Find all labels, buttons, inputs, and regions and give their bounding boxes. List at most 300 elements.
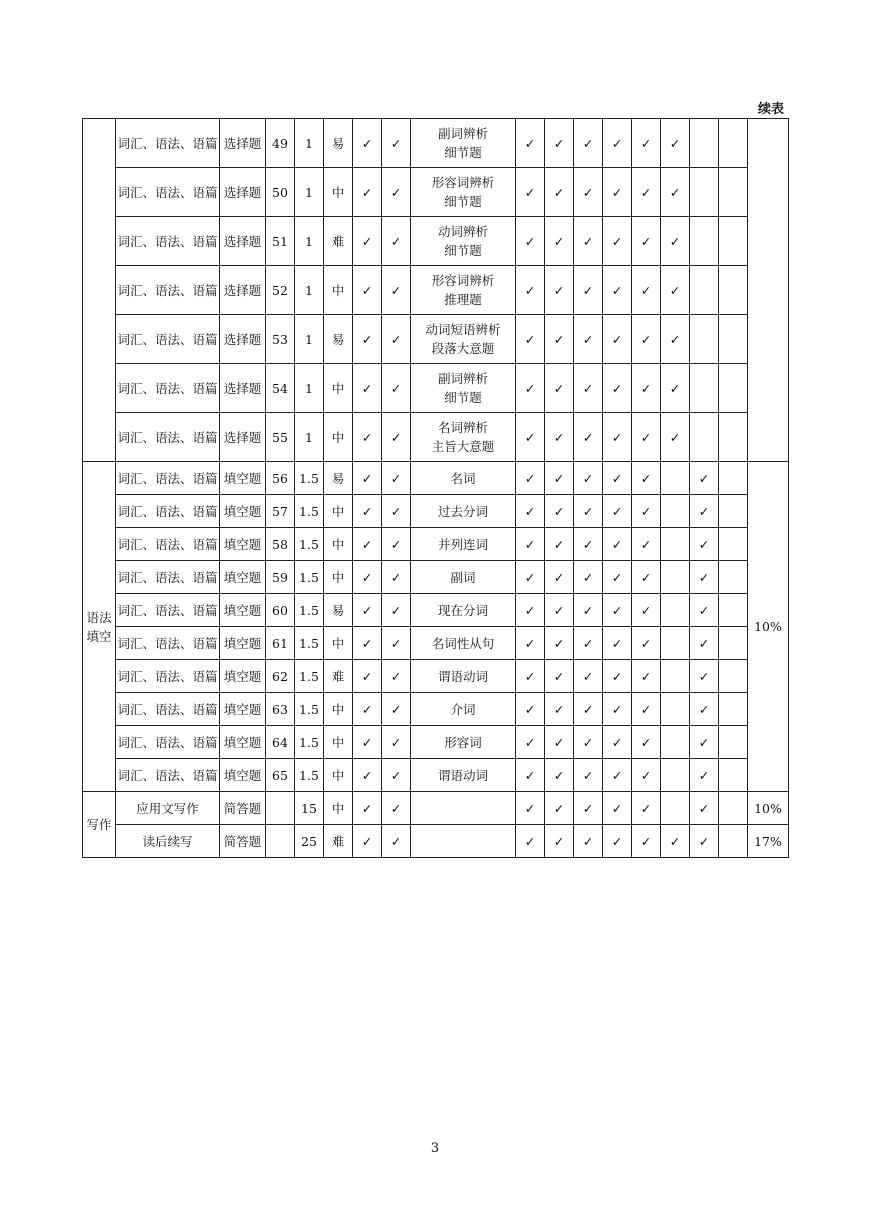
- question-number-cell: 58: [266, 528, 295, 561]
- check-mark-cell: ✓: [661, 413, 690, 462]
- check-mark-cell: ✓: [516, 726, 545, 759]
- check-mark-cell: ✓: [632, 594, 661, 627]
- score-cell: 1.5: [295, 495, 324, 528]
- empty-cell: [719, 119, 748, 168]
- score-cell: 1: [295, 315, 324, 364]
- check-mark-cell: ✓: [574, 528, 603, 561]
- check-mark-cell: ✓: [632, 462, 661, 495]
- empty-cell: [690, 266, 719, 315]
- empty-cell: [690, 315, 719, 364]
- check-mark-cell: ✓: [574, 119, 603, 168]
- content-cell: [411, 825, 516, 858]
- empty-cell: [719, 217, 748, 266]
- check-mark-cell: ✓: [545, 119, 574, 168]
- empty-cell: [719, 726, 748, 759]
- empty-cell: [719, 792, 748, 825]
- empty-cell: [661, 462, 690, 495]
- table-row: [83, 364, 789, 413]
- difficulty-cell: 难: [324, 825, 353, 858]
- check-mark-cell: ✓: [632, 119, 661, 168]
- check-mark-cell: ✓: [632, 364, 661, 413]
- knowledge-type-cell: 词汇、语法、语篇: [116, 693, 220, 726]
- check-mark-cell: ✓: [632, 413, 661, 462]
- content-cell: 形容词: [411, 726, 516, 759]
- check-mark-cell: ✓: [632, 759, 661, 792]
- check-mark-cell: ✓: [632, 495, 661, 528]
- check-mark-cell: ✓: [661, 266, 690, 315]
- knowledge-type-cell: 词汇、语法、语篇: [116, 119, 220, 168]
- check-mark-cell: ✓: [690, 660, 719, 693]
- question-number-cell: [266, 825, 295, 858]
- check-mark-cell: ✓: [353, 759, 382, 792]
- check-mark-cell: ✓: [353, 217, 382, 266]
- check-mark-cell: ✓: [574, 413, 603, 462]
- difficulty-cell: 中: [324, 759, 353, 792]
- empty-cell: [661, 759, 690, 792]
- ratio-cell: 17%: [748, 825, 789, 858]
- check-mark-cell: ✓: [603, 759, 632, 792]
- check-mark-cell: ✓: [603, 217, 632, 266]
- check-mark-cell: ✓: [353, 266, 382, 315]
- table-row: [83, 168, 789, 217]
- check-mark-cell: ✓: [545, 726, 574, 759]
- check-mark-cell: ✓: [574, 168, 603, 217]
- check-mark-cell: ✓: [545, 266, 574, 315]
- empty-cell: [719, 266, 748, 315]
- check-mark-cell: ✓: [661, 364, 690, 413]
- check-mark-cell: ✓: [574, 627, 603, 660]
- check-mark-cell: ✓: [353, 413, 382, 462]
- empty-cell: [719, 462, 748, 495]
- check-mark-cell: ✓: [574, 495, 603, 528]
- question-type-cell: 选择题: [220, 266, 266, 315]
- check-mark-cell: ✓: [516, 266, 545, 315]
- empty-cell: [661, 495, 690, 528]
- check-mark-cell: ✓: [545, 462, 574, 495]
- question-type-cell: 填空题: [220, 594, 266, 627]
- check-mark-cell: ✓: [632, 693, 661, 726]
- difficulty-cell: 易: [324, 462, 353, 495]
- difficulty-cell: 中: [324, 627, 353, 660]
- empty-cell: [719, 825, 748, 858]
- check-mark-cell: ✓: [603, 726, 632, 759]
- check-mark-cell: ✓: [382, 561, 411, 594]
- content-cell: 谓语动词: [411, 759, 516, 792]
- question-type-cell: 简答题: [220, 792, 266, 825]
- table-row: [83, 594, 789, 627]
- question-number-cell: 64: [266, 726, 295, 759]
- question-number-cell: 61: [266, 627, 295, 660]
- check-mark-cell: ✓: [382, 217, 411, 266]
- check-mark-cell: ✓: [632, 825, 661, 858]
- table-row: [83, 561, 789, 594]
- check-mark-cell: ✓: [603, 627, 632, 660]
- check-mark-cell: ✓: [382, 660, 411, 693]
- difficulty-cell: 中: [324, 413, 353, 462]
- empty-cell: [719, 627, 748, 660]
- knowledge-type-cell: 词汇、语法、语篇: [116, 726, 220, 759]
- check-mark-cell: ✓: [545, 495, 574, 528]
- difficulty-cell: 难: [324, 660, 353, 693]
- check-mark-cell: ✓: [353, 627, 382, 660]
- score-cell: 1.5: [295, 726, 324, 759]
- content-cell: 副词: [411, 561, 516, 594]
- check-mark-cell: ✓: [574, 660, 603, 693]
- check-mark-cell: ✓: [353, 495, 382, 528]
- check-mark-cell: ✓: [516, 660, 545, 693]
- table-row: [83, 413, 789, 462]
- check-mark-cell: ✓: [516, 315, 545, 364]
- question-number-cell: 52: [266, 266, 295, 315]
- check-mark-cell: ✓: [516, 759, 545, 792]
- table-row: [83, 660, 789, 693]
- check-mark-cell: ✓: [545, 660, 574, 693]
- empty-cell: [719, 759, 748, 792]
- question-type-cell: 选择题: [220, 315, 266, 364]
- question-number-cell: 62: [266, 660, 295, 693]
- check-mark-cell: ✓: [603, 693, 632, 726]
- table-row: [83, 825, 789, 858]
- check-mark-cell: ✓: [603, 168, 632, 217]
- empty-cell: [661, 726, 690, 759]
- question-type-cell: 填空题: [220, 759, 266, 792]
- empty-cell: [690, 119, 719, 168]
- empty-cell: [661, 693, 690, 726]
- check-mark-cell: ✓: [661, 217, 690, 266]
- check-mark-cell: ✓: [632, 528, 661, 561]
- check-mark-cell: ✓: [353, 119, 382, 168]
- score-cell: 1: [295, 266, 324, 315]
- check-mark-cell: ✓: [516, 119, 545, 168]
- check-mark-cell: ✓: [574, 462, 603, 495]
- content-cell: 并列连词: [411, 528, 516, 561]
- check-mark-cell: ✓: [382, 266, 411, 315]
- check-mark-cell: ✓: [353, 168, 382, 217]
- check-mark-cell: ✓: [603, 266, 632, 315]
- section-grammar-fill: 语法 填空: [83, 462, 116, 792]
- check-mark-cell: ✓: [382, 168, 411, 217]
- empty-cell: [661, 561, 690, 594]
- check-mark-cell: ✓: [632, 266, 661, 315]
- table-row: [83, 759, 789, 792]
- check-mark-cell: ✓: [690, 462, 719, 495]
- question-type-cell: 填空题: [220, 495, 266, 528]
- question-number-cell: 60: [266, 594, 295, 627]
- check-mark-cell: ✓: [545, 168, 574, 217]
- check-mark-cell: ✓: [574, 315, 603, 364]
- difficulty-cell: 中: [324, 364, 353, 413]
- question-type-cell: 填空题: [220, 660, 266, 693]
- question-type-cell: 选择题: [220, 217, 266, 266]
- check-mark-cell: ✓: [516, 462, 545, 495]
- check-mark-cell: ✓: [661, 315, 690, 364]
- empty-cell: [719, 315, 748, 364]
- check-mark-cell: ✓: [516, 364, 545, 413]
- empty-cell: [661, 660, 690, 693]
- score-cell: 25: [295, 825, 324, 858]
- knowledge-type-cell: 词汇、语法、语篇: [116, 217, 220, 266]
- check-mark-cell: ✓: [382, 413, 411, 462]
- check-mark-cell: ✓: [545, 627, 574, 660]
- check-mark-cell: ✓: [632, 792, 661, 825]
- empty-cell: [719, 528, 748, 561]
- empty-cell: [690, 413, 719, 462]
- empty-cell: [661, 528, 690, 561]
- check-mark-cell: ✓: [545, 693, 574, 726]
- check-mark-cell: ✓: [545, 413, 574, 462]
- knowledge-type-cell: 词汇、语法、语篇: [116, 660, 220, 693]
- question-type-cell: 选择题: [220, 364, 266, 413]
- difficulty-cell: 易: [324, 315, 353, 364]
- difficulty-cell: 中: [324, 561, 353, 594]
- check-mark-cell: ✓: [690, 693, 719, 726]
- score-cell: 1.5: [295, 693, 324, 726]
- knowledge-type-cell: 词汇、语法、语篇: [116, 594, 220, 627]
- question-number-cell: 57: [266, 495, 295, 528]
- content-cell: 介词: [411, 693, 516, 726]
- grammar-ratio-cell: 10%: [748, 462, 789, 792]
- check-mark-cell: ✓: [690, 759, 719, 792]
- check-mark-cell: ✓: [603, 364, 632, 413]
- question-number-cell: 50: [266, 168, 295, 217]
- question-number-cell: 51: [266, 217, 295, 266]
- knowledge-type-cell: 词汇、语法、语篇: [116, 168, 220, 217]
- check-mark-cell: ✓: [690, 792, 719, 825]
- empty-cell: [719, 693, 748, 726]
- check-mark-cell: ✓: [690, 495, 719, 528]
- content-cell: 副词辨析 细节题: [411, 364, 516, 413]
- section-cell-continued: [83, 119, 116, 462]
- knowledge-type-cell: 词汇、语法、语篇: [116, 495, 220, 528]
- check-mark-cell: ✓: [632, 660, 661, 693]
- content-cell: [411, 792, 516, 825]
- check-mark-cell: ✓: [690, 561, 719, 594]
- table-row: [83, 627, 789, 660]
- table-row: [83, 726, 789, 759]
- question-type-cell: 简答题: [220, 825, 266, 858]
- knowledge-type-cell: 词汇、语法、语篇: [116, 364, 220, 413]
- content-cell: 名词: [411, 462, 516, 495]
- page-number: 3: [430, 1141, 440, 1156]
- check-mark-cell: ✓: [574, 364, 603, 413]
- check-mark-cell: ✓: [690, 627, 719, 660]
- check-mark-cell: ✓: [382, 495, 411, 528]
- check-mark-cell: ✓: [545, 217, 574, 266]
- check-mark-cell: ✓: [353, 364, 382, 413]
- check-mark-cell: ✓: [516, 495, 545, 528]
- table-row: [83, 792, 789, 825]
- difficulty-cell: 易: [324, 119, 353, 168]
- check-mark-cell: ✓: [603, 119, 632, 168]
- check-mark-cell: ✓: [545, 792, 574, 825]
- check-mark-cell: ✓: [353, 726, 382, 759]
- question-type-cell: 填空题: [220, 462, 266, 495]
- check-mark-cell: ✓: [545, 759, 574, 792]
- check-mark-cell: ✓: [382, 825, 411, 858]
- check-mark-cell: ✓: [574, 266, 603, 315]
- content-cell: 名词性从句: [411, 627, 516, 660]
- check-mark-cell: ✓: [516, 693, 545, 726]
- check-mark-cell: ✓: [632, 726, 661, 759]
- check-mark-cell: ✓: [516, 217, 545, 266]
- check-mark-cell: ✓: [574, 759, 603, 792]
- empty-cell: [719, 660, 748, 693]
- empty-cell: [719, 413, 748, 462]
- check-mark-cell: ✓: [516, 413, 545, 462]
- check-mark-cell: ✓: [690, 594, 719, 627]
- difficulty-cell: 中: [324, 495, 353, 528]
- knowledge-type-cell: 应用文写作: [116, 792, 220, 825]
- table-body: [83, 119, 789, 858]
- content-cell: 谓语动词: [411, 660, 516, 693]
- check-mark-cell: ✓: [382, 594, 411, 627]
- empty-cell: [661, 594, 690, 627]
- score-cell: 1: [295, 364, 324, 413]
- score-cell: 15: [295, 792, 324, 825]
- empty-cell: [719, 594, 748, 627]
- score-cell: 1.5: [295, 528, 324, 561]
- difficulty-cell: 中: [324, 726, 353, 759]
- check-mark-cell: ✓: [661, 119, 690, 168]
- check-mark-cell: ✓: [574, 825, 603, 858]
- check-mark-cell: ✓: [632, 217, 661, 266]
- question-number-cell: 56: [266, 462, 295, 495]
- check-mark-cell: ✓: [382, 759, 411, 792]
- check-mark-cell: ✓: [574, 792, 603, 825]
- table-row: [83, 528, 789, 561]
- table-row: [83, 693, 789, 726]
- check-mark-cell: ✓: [382, 315, 411, 364]
- check-mark-cell: ✓: [516, 528, 545, 561]
- table-row: [83, 266, 789, 315]
- question-number-cell: 63: [266, 693, 295, 726]
- table-row: [83, 462, 789, 495]
- check-mark-cell: ✓: [516, 792, 545, 825]
- question-type-cell: 填空题: [220, 561, 266, 594]
- check-mark-cell: ✓: [382, 693, 411, 726]
- difficulty-cell: 易: [324, 594, 353, 627]
- check-mark-cell: ✓: [603, 561, 632, 594]
- score-cell: 1.5: [295, 462, 324, 495]
- question-type-cell: 选择题: [220, 168, 266, 217]
- question-type-cell: 填空题: [220, 528, 266, 561]
- knowledge-type-cell: 词汇、语法、语篇: [116, 315, 220, 364]
- empty-cell: [690, 168, 719, 217]
- knowledge-type-cell: 词汇、语法、语篇: [116, 627, 220, 660]
- knowledge-type-cell: 读后续写: [116, 825, 220, 858]
- check-mark-cell: ✓: [661, 168, 690, 217]
- difficulty-cell: 中: [324, 792, 353, 825]
- check-mark-cell: ✓: [382, 627, 411, 660]
- check-mark-cell: ✓: [690, 825, 719, 858]
- ratio-cell-continued: [748, 119, 789, 462]
- check-mark-cell: ✓: [545, 825, 574, 858]
- content-cell: 现在分词: [411, 594, 516, 627]
- check-mark-cell: ✓: [661, 825, 690, 858]
- check-mark-cell: ✓: [516, 168, 545, 217]
- check-mark-cell: ✓: [574, 726, 603, 759]
- score-cell: 1: [295, 168, 324, 217]
- knowledge-type-cell: 词汇、语法、语篇: [116, 759, 220, 792]
- check-mark-cell: ✓: [516, 594, 545, 627]
- question-number-cell: 49: [266, 119, 295, 168]
- question-type-cell: 选择题: [220, 413, 266, 462]
- knowledge-type-cell: 词汇、语法、语篇: [116, 266, 220, 315]
- check-mark-cell: ✓: [516, 627, 545, 660]
- check-mark-cell: ✓: [382, 792, 411, 825]
- check-mark-cell: ✓: [353, 792, 382, 825]
- question-number-cell: 59: [266, 561, 295, 594]
- check-mark-cell: ✓: [632, 627, 661, 660]
- check-mark-cell: ✓: [382, 364, 411, 413]
- score-cell: 1.5: [295, 759, 324, 792]
- check-mark-cell: ✓: [603, 462, 632, 495]
- score-cell: 1: [295, 119, 324, 168]
- check-mark-cell: ✓: [353, 315, 382, 364]
- empty-cell: [719, 168, 748, 217]
- table-row: [83, 495, 789, 528]
- check-mark-cell: ✓: [603, 315, 632, 364]
- section-writing: 写作: [83, 792, 116, 858]
- check-mark-cell: ✓: [603, 594, 632, 627]
- difficulty-cell: 中: [324, 266, 353, 315]
- table-row: [83, 119, 789, 168]
- check-mark-cell: ✓: [603, 413, 632, 462]
- score-cell: 1.5: [295, 627, 324, 660]
- check-mark-cell: ✓: [545, 561, 574, 594]
- check-mark-cell: ✓: [353, 825, 382, 858]
- question-type-cell: 选择题: [220, 119, 266, 168]
- empty-cell: [661, 627, 690, 660]
- check-mark-cell: ✓: [353, 462, 382, 495]
- check-mark-cell: ✓: [574, 561, 603, 594]
- question-type-cell: 填空题: [220, 726, 266, 759]
- knowledge-type-cell: 词汇、语法、语篇: [116, 413, 220, 462]
- check-mark-cell: ✓: [516, 825, 545, 858]
- empty-cell: [719, 364, 748, 413]
- score-cell: 1: [295, 217, 324, 266]
- check-mark-cell: ✓: [382, 528, 411, 561]
- content-cell: 形容词辨析 细节题: [411, 168, 516, 217]
- check-mark-cell: ✓: [632, 168, 661, 217]
- knowledge-type-cell: 词汇、语法、语篇: [116, 462, 220, 495]
- empty-cell: [719, 495, 748, 528]
- question-number-cell: 65: [266, 759, 295, 792]
- content-cell: 名词辨析 主旨大意题: [411, 413, 516, 462]
- table-row: [83, 315, 789, 364]
- check-mark-cell: ✓: [603, 495, 632, 528]
- ratio-cell: 10%: [748, 792, 789, 825]
- content-cell: 动词辨析 细节题: [411, 217, 516, 266]
- continued-label: 续表: [757, 102, 784, 117]
- score-cell: 1.5: [295, 594, 324, 627]
- empty-cell: [719, 561, 748, 594]
- difficulty-cell: 中: [324, 528, 353, 561]
- score-cell: 1.5: [295, 660, 324, 693]
- question-number-cell: 54: [266, 364, 295, 413]
- score-cell: 1: [295, 413, 324, 462]
- difficulty-cell: 难: [324, 217, 353, 266]
- check-mark-cell: ✓: [545, 364, 574, 413]
- check-mark-cell: ✓: [353, 693, 382, 726]
- question-number-cell: [266, 792, 295, 825]
- check-mark-cell: ✓: [516, 561, 545, 594]
- knowledge-type-cell: 词汇、语法、语篇: [116, 561, 220, 594]
- content-cell: 形容词辨析 推理题: [411, 266, 516, 315]
- difficulty-cell: 中: [324, 693, 353, 726]
- check-mark-cell: ✓: [632, 561, 661, 594]
- check-mark-cell: ✓: [382, 462, 411, 495]
